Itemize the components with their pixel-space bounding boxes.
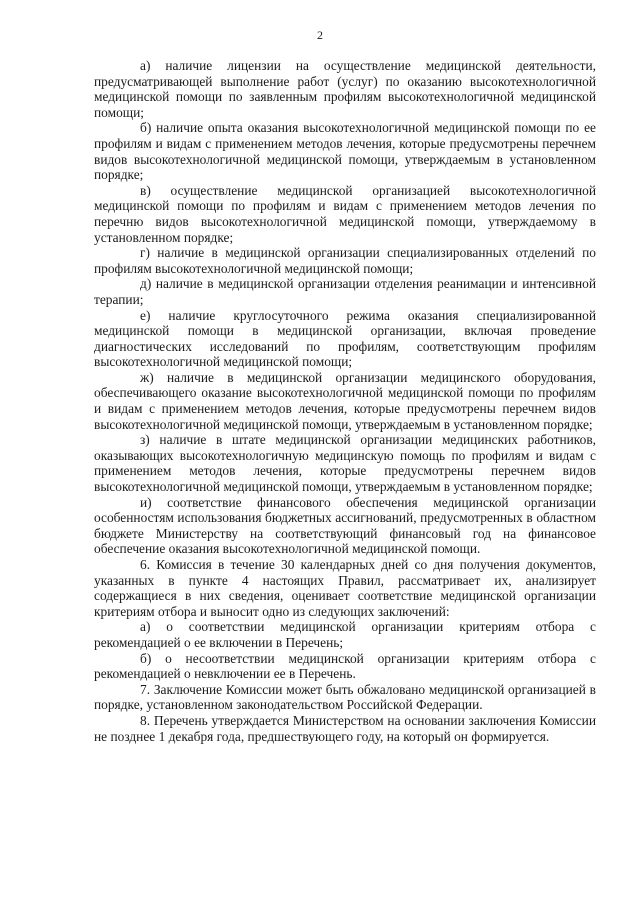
paragraph-criterion-d: д) наличие в медицинской организации отделения реанимации и интенсивной терапии;	[94, 276, 596, 307]
paragraph-criterion-v: в) осуществление медицинской организацией высокотехнологичной медицинской помощи по профилям и видам с применением методов лечения по перечню видов высокотехнологичной медицинской помощи, утверждаемому в установленном порядке;	[94, 182, 596, 245]
paragraph-criterion-zh: ж) наличие в медицинской организации медицинского оборудования, обеспечивающего оказание высокотехнологичной медицинской помощи по профилям и видам с применением методов лечения, которые предусмотрены перечнем видов высокотехнологичной медицинской помощи, утверждаемым в установленном порядке;	[94, 369, 596, 432]
paragraph-conclusion-a: а) о соответствии медицинской организации критериям отбора с рекомендацией о ее включении в Перечень;	[94, 619, 596, 650]
paragraph-item-7: 7. Заключение Комиссии может быть обжаловано медицинской организацией в порядке, установленном законодательством Российской Федерации.	[94, 681, 596, 713]
paragraph-criterion-a: а) наличие лицензии на осуществление медицинской деятельности, предусматривающей выполнение работ (услуг) по оказанию высокотехнологичной медицинской помощи по заявленным профилям высокотехнологичной медицинской помощи;	[94, 58, 596, 120]
paragraph-criterion-z: з) наличие в штате медицинской организации медицинских работников, оказывающих высокотехнологичную медицинскую помощь по профилям и видам с применением методов лечения, которые предусмотрены перечнем видов высокотехнологичной медицинской помощи, утверждаемым в установленном порядке;	[94, 432, 596, 495]
page-number: 2	[317, 28, 323, 42]
paragraph-criterion-i: и) соответствие финансового обеспечения медицинской организации особенностям использования бюджетных ассигнований, предусмотренных в областном бюджете Министерству на соответствующий финансовый год на финансовое обеспечение оказания высокотехнологичной медицинской помощи.	[94, 494, 596, 557]
document-body	[94, 58, 596, 744]
paragraph-criterion-g: г) наличие в медицинской организации специализированных отделений по профилям высокотехнологичной медицинской помощи;	[94, 245, 596, 276]
paragraph-item-8: 8. Перечень утверждается Министерством на основании заключения Комиссии не позднее 1 декабря года, предшествующего году, на который он формируется.	[94, 712, 596, 744]
paragraph-criterion-e: е) наличие круглосуточного режима оказания специализированной медицинской помощи в медицинской организации, включая проведение диагностических исследований по профилям, соответствующим профилям высокотехнологичной медицинской помощи;	[94, 307, 596, 370]
paragraph-item-6: 6. Комиссия в течение 30 календарных дней со дня получения документов, указанных в пункте 4 настоящих Правил, рассматривает их, анализирует содержащиеся в них сведения, оценивает соответствие медицинской организации критериям отбора и выносит одно из следующих заключений:	[94, 557, 596, 619]
paragraph-conclusion-b: б) о несоответствии медицинской организации критериям отбора с рекомендацией о невключении ее в Перечень.	[94, 650, 596, 682]
paragraph-criterion-b: б) наличие опыта оказания высокотехнологичной медицинской помощи по ее профилям и видам с применением методов лечения, которые предусмотрены перечнем видов высокотехнологичной медицинской помощи, утверждаемым в установленном порядке;	[94, 120, 596, 183]
